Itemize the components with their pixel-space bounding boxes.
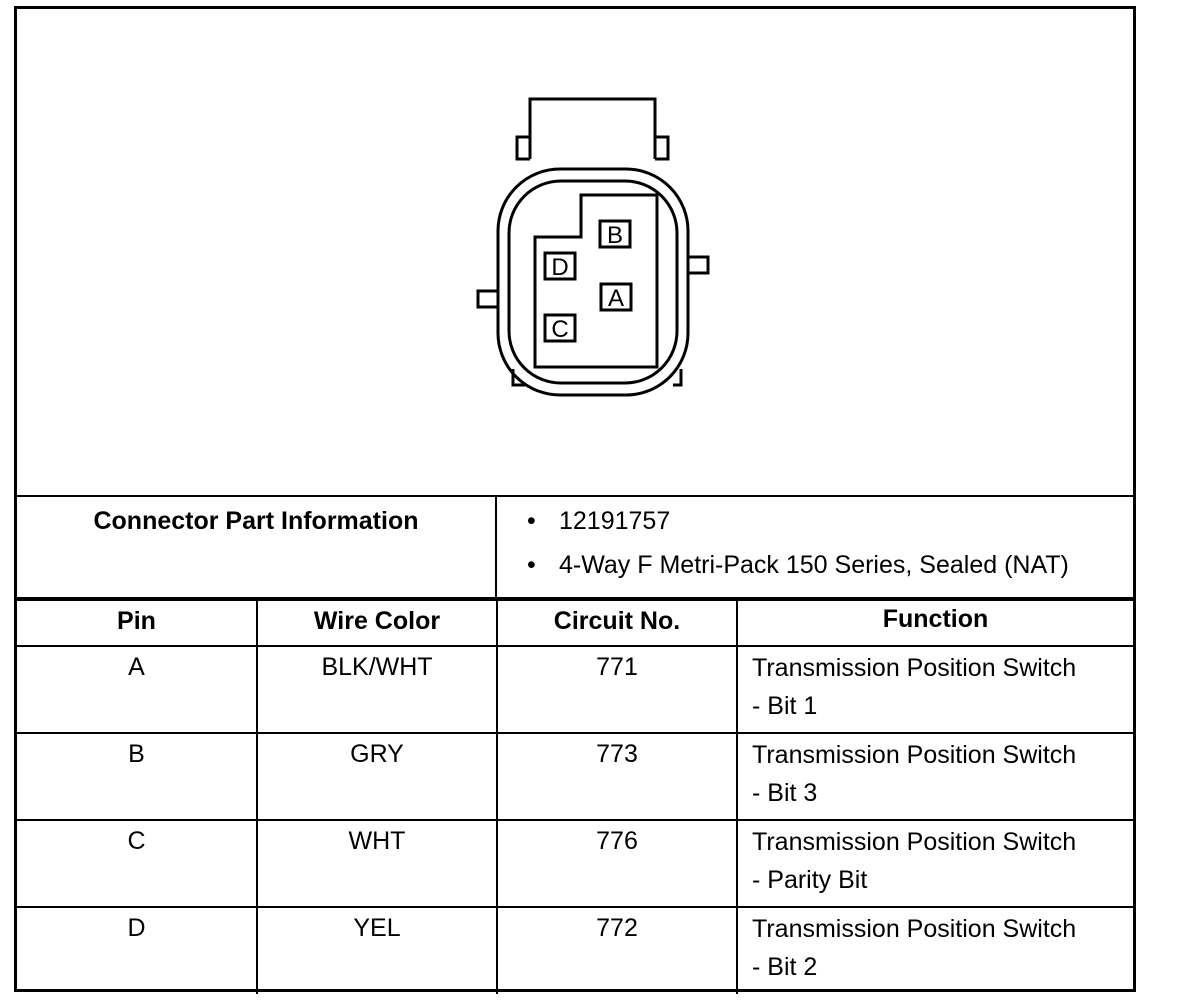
connector-info-row	[17, 495, 1133, 599]
bullet-icon: •	[527, 507, 536, 535]
pin-cell: D	[17, 907, 257, 994]
connector-info-label: Connector Part Information	[17, 497, 497, 597]
connector-diagram	[17, 9, 1133, 495]
wire-color-cell: GRY	[257, 733, 497, 820]
pin-box-b-label: B	[606, 222, 624, 249]
function-line-1: Transmission Position Switch	[752, 828, 1077, 856]
function-cell	[737, 733, 1133, 820]
pin-cell: B	[17, 733, 257, 820]
table-row	[17, 907, 1133, 994]
wire-color-cell: BLK/WHT	[257, 646, 497, 733]
pin-box-c-label: C	[551, 316, 569, 343]
circuit-cell: 772	[497, 907, 737, 994]
header-function: Function	[737, 600, 1133, 646]
table-row	[17, 733, 1133, 820]
circuit-cell: 773	[497, 733, 737, 820]
connector-body-outer	[498, 169, 688, 395]
connector-latch	[530, 99, 655, 159]
function-line-2: - Parity Bit	[752, 866, 868, 894]
function-line-2: - Bit 1	[752, 692, 818, 720]
function-cell	[737, 907, 1133, 994]
header-wire-color: Wire Color	[257, 600, 497, 646]
connector-tab-left	[478, 291, 498, 307]
connector-frame	[14, 6, 1136, 992]
circuit-cell: 776	[497, 820, 737, 907]
wire-color-cell: WHT	[257, 820, 497, 907]
table-row	[17, 820, 1133, 907]
pin-box-d	[545, 253, 575, 281]
pin-cell: C	[17, 820, 257, 907]
table-row	[17, 646, 1133, 733]
pin-box-d-label: D	[551, 254, 569, 281]
connector-info-list	[513, 497, 1133, 597]
connector-description-text: 4-Way F Metri-Pack 150 Series, Sealed (NAT)	[559, 551, 1069, 579]
pin-box-a	[601, 284, 631, 312]
connector-part-number-text: 12191757	[559, 507, 671, 535]
function-line-1: Transmission Position Switch	[752, 915, 1077, 943]
pin-cell: A	[17, 646, 257, 733]
pin-table-header	[17, 600, 1133, 646]
pin-box-a-label: A	[607, 285, 625, 312]
function-line-2: - Bit 3	[752, 779, 818, 807]
function-line-1: Transmission Position Switch	[752, 741, 1077, 769]
function-line-2: - Bit 2	[752, 953, 818, 981]
pin-table	[17, 599, 1133, 994]
wire-color-cell: YEL	[257, 907, 497, 994]
function-cell	[737, 820, 1133, 907]
bullet-icon: •	[527, 551, 536, 579]
function-cell	[737, 646, 1133, 733]
connector-tab-right	[688, 257, 708, 273]
pin-box-c	[545, 315, 575, 343]
pin-box-b	[600, 221, 630, 249]
header-circuit-no: Circuit No.	[497, 600, 737, 646]
circuit-cell: 771	[497, 646, 737, 733]
header-pin: Pin	[17, 600, 257, 646]
function-line-1: Transmission Position Switch	[752, 654, 1077, 682]
